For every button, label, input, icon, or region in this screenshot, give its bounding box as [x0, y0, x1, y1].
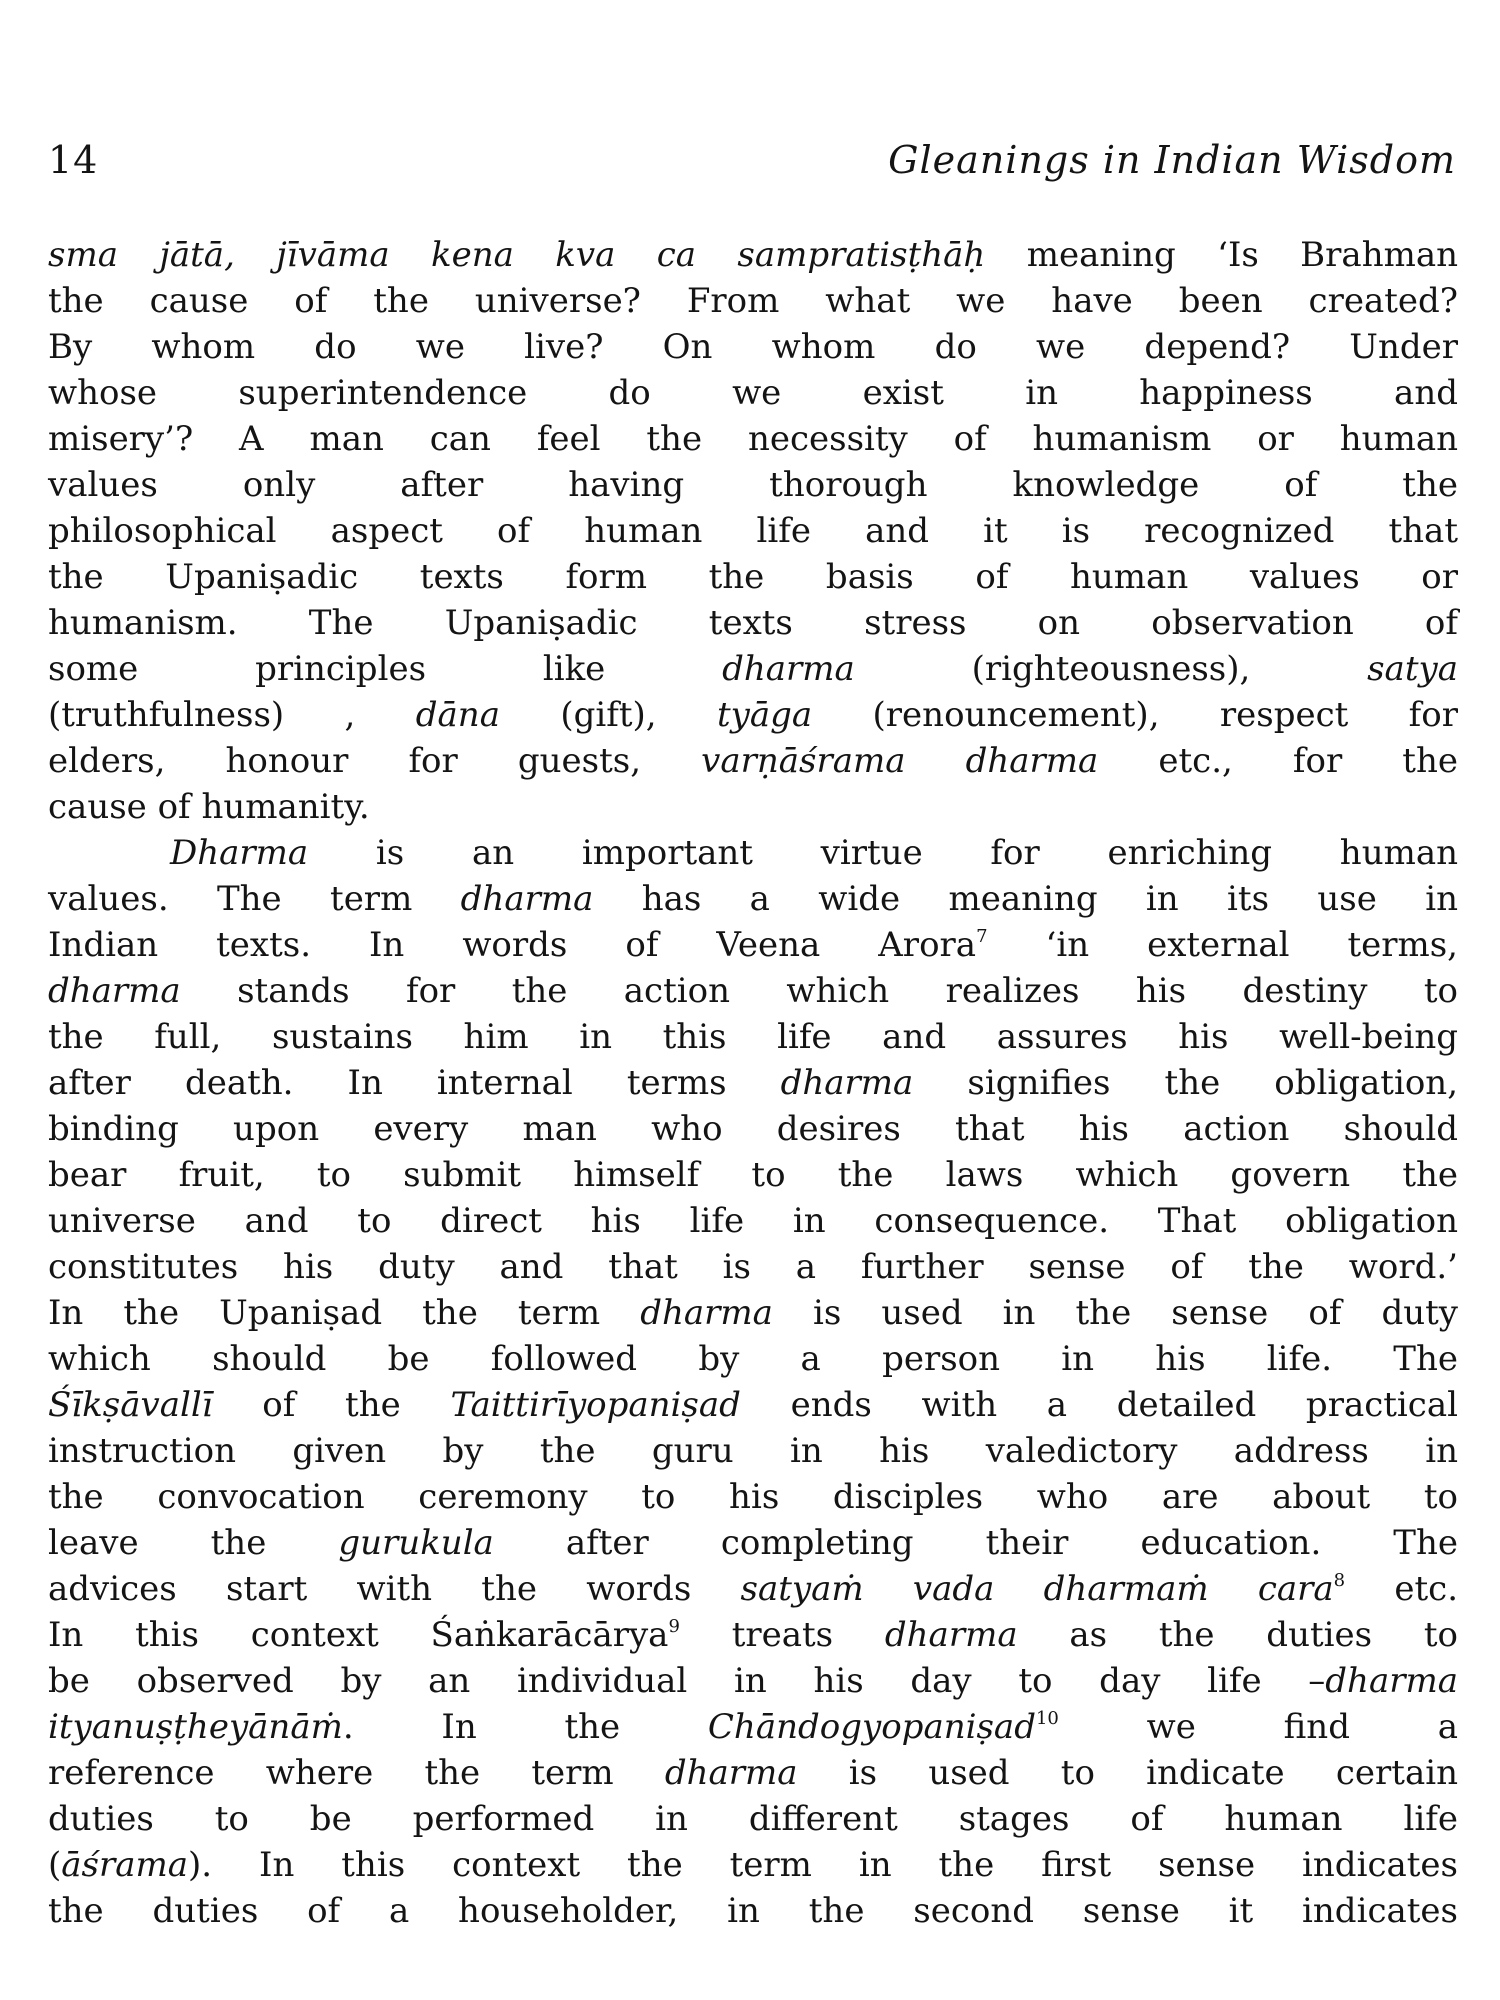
text-line: whose superintendence do we exist in happiness and: [48, 373, 1458, 413]
text-line: (truthfulness) , dāna (gift), tyāga (renouncement), respect for: [48, 695, 1458, 735]
text-line: elders, honour for guests, varṇāśrama dharma etc., for the: [48, 741, 1458, 781]
paragraph-1: [48, 232, 1458, 830]
text-line: the cause of the universe? From what we have been created?: [48, 281, 1458, 321]
text-line: after death. In internal terms dharma signifies the obligation,: [48, 1063, 1458, 1103]
text-line: binding upon every man who desires that his action should: [48, 1109, 1458, 1149]
text-line: instruction given by the guru in his valedictory address in: [48, 1431, 1458, 1471]
running-head: [48, 132, 1456, 188]
text-line: ityanuṣṭheyānāṁ. In the Chāndogyopaniṣad$^{10}$ we find a: [48, 1707, 1458, 1747]
text-line: Śīkṣāvallī of the Taittirīyopaniṣad ends with a detailed practical: [48, 1385, 1458, 1425]
text-line: universe and to direct his life in consequence. That obligation: [48, 1201, 1458, 1241]
text-line: be observed by an individual in his day to day life –dharma: [48, 1661, 1458, 1701]
text-line: reference where the term dharma is used to indicate certain: [48, 1753, 1458, 1793]
footnote-marker: 8: [1333, 1570, 1346, 1591]
text-line: By whom do we live? On whom do we depend? Under: [48, 327, 1458, 367]
text-line: duties to be performed in different stages of human life: [48, 1799, 1458, 1839]
text-line: the duties of a householder, in the second sense it indicates: [48, 1891, 1458, 1931]
text-line: Dharma is an important virtue for enriching human: [170, 833, 1458, 873]
text-line: the full, sustains him in this life and assures his well-being: [48, 1017, 1458, 1057]
text-line: constitutes his duty and that is a further sense of the word.’: [48, 1247, 1458, 1287]
footnote-marker: 7: [976, 926, 988, 947]
text-line: cause of humanity.: [48, 787, 370, 827]
text-line: values only after having thorough knowledge of the: [48, 465, 1458, 505]
book-title: Gleanings in Indian Wisdom: [888, 138, 1456, 182]
page-number: 14: [48, 138, 99, 182]
text-line: humanism. The Upaniṣadic texts stress on observation of: [48, 603, 1458, 643]
paragraph-2: [48, 830, 1458, 1934]
text-line: values. The term dharma has a wide meaning in its use in: [48, 879, 1458, 919]
body-text: [48, 232, 1458, 1934]
text-line: In the Upaniṣad the term dharma is used in the sense of duty: [48, 1293, 1458, 1333]
text-line: leave the gurukula after completing their education. The: [48, 1523, 1458, 1563]
text-line: misery’? A man can feel the necessity of humanism or human: [48, 419, 1458, 459]
text-line: sma jātā, jīvāma kena kva ca sampratisṭhāḥ meaning ‘Is Brahman: [48, 235, 1458, 275]
text-line: bear fruit, to submit himself to the laws which govern the: [48, 1155, 1458, 1195]
text-line: Indian texts. In words of Veena Arora$^7$ ‘in external terms,: [48, 925, 1458, 965]
text-line: the convocation ceremony to his disciples who are about to: [48, 1477, 1458, 1517]
footnote-marker: 9: [668, 1616, 680, 1637]
text-line: In this context Śaṅkarācārya$^9$ treats dharma as the duties to: [48, 1615, 1458, 1655]
text-line: dharma stands for the action which realizes his destiny to: [48, 971, 1458, 1011]
text-line: philosophical aspect of human life and it is recognized that: [48, 511, 1458, 551]
text-line: advices start with the words satyaṁ vada dharmaṁ cara$^8$ etc.: [48, 1569, 1459, 1609]
text-line: which should be followed by a person in his life. The: [48, 1339, 1458, 1379]
text-line: (āśrama). In this context the term in the first sense indicates: [48, 1845, 1458, 1885]
text-line: the Upaniṣadic texts form the basis of human values or: [48, 557, 1458, 597]
footnote-marker: 10: [1035, 1708, 1059, 1729]
text-line: some principles like dharma (righteousness), satya: [48, 649, 1458, 689]
